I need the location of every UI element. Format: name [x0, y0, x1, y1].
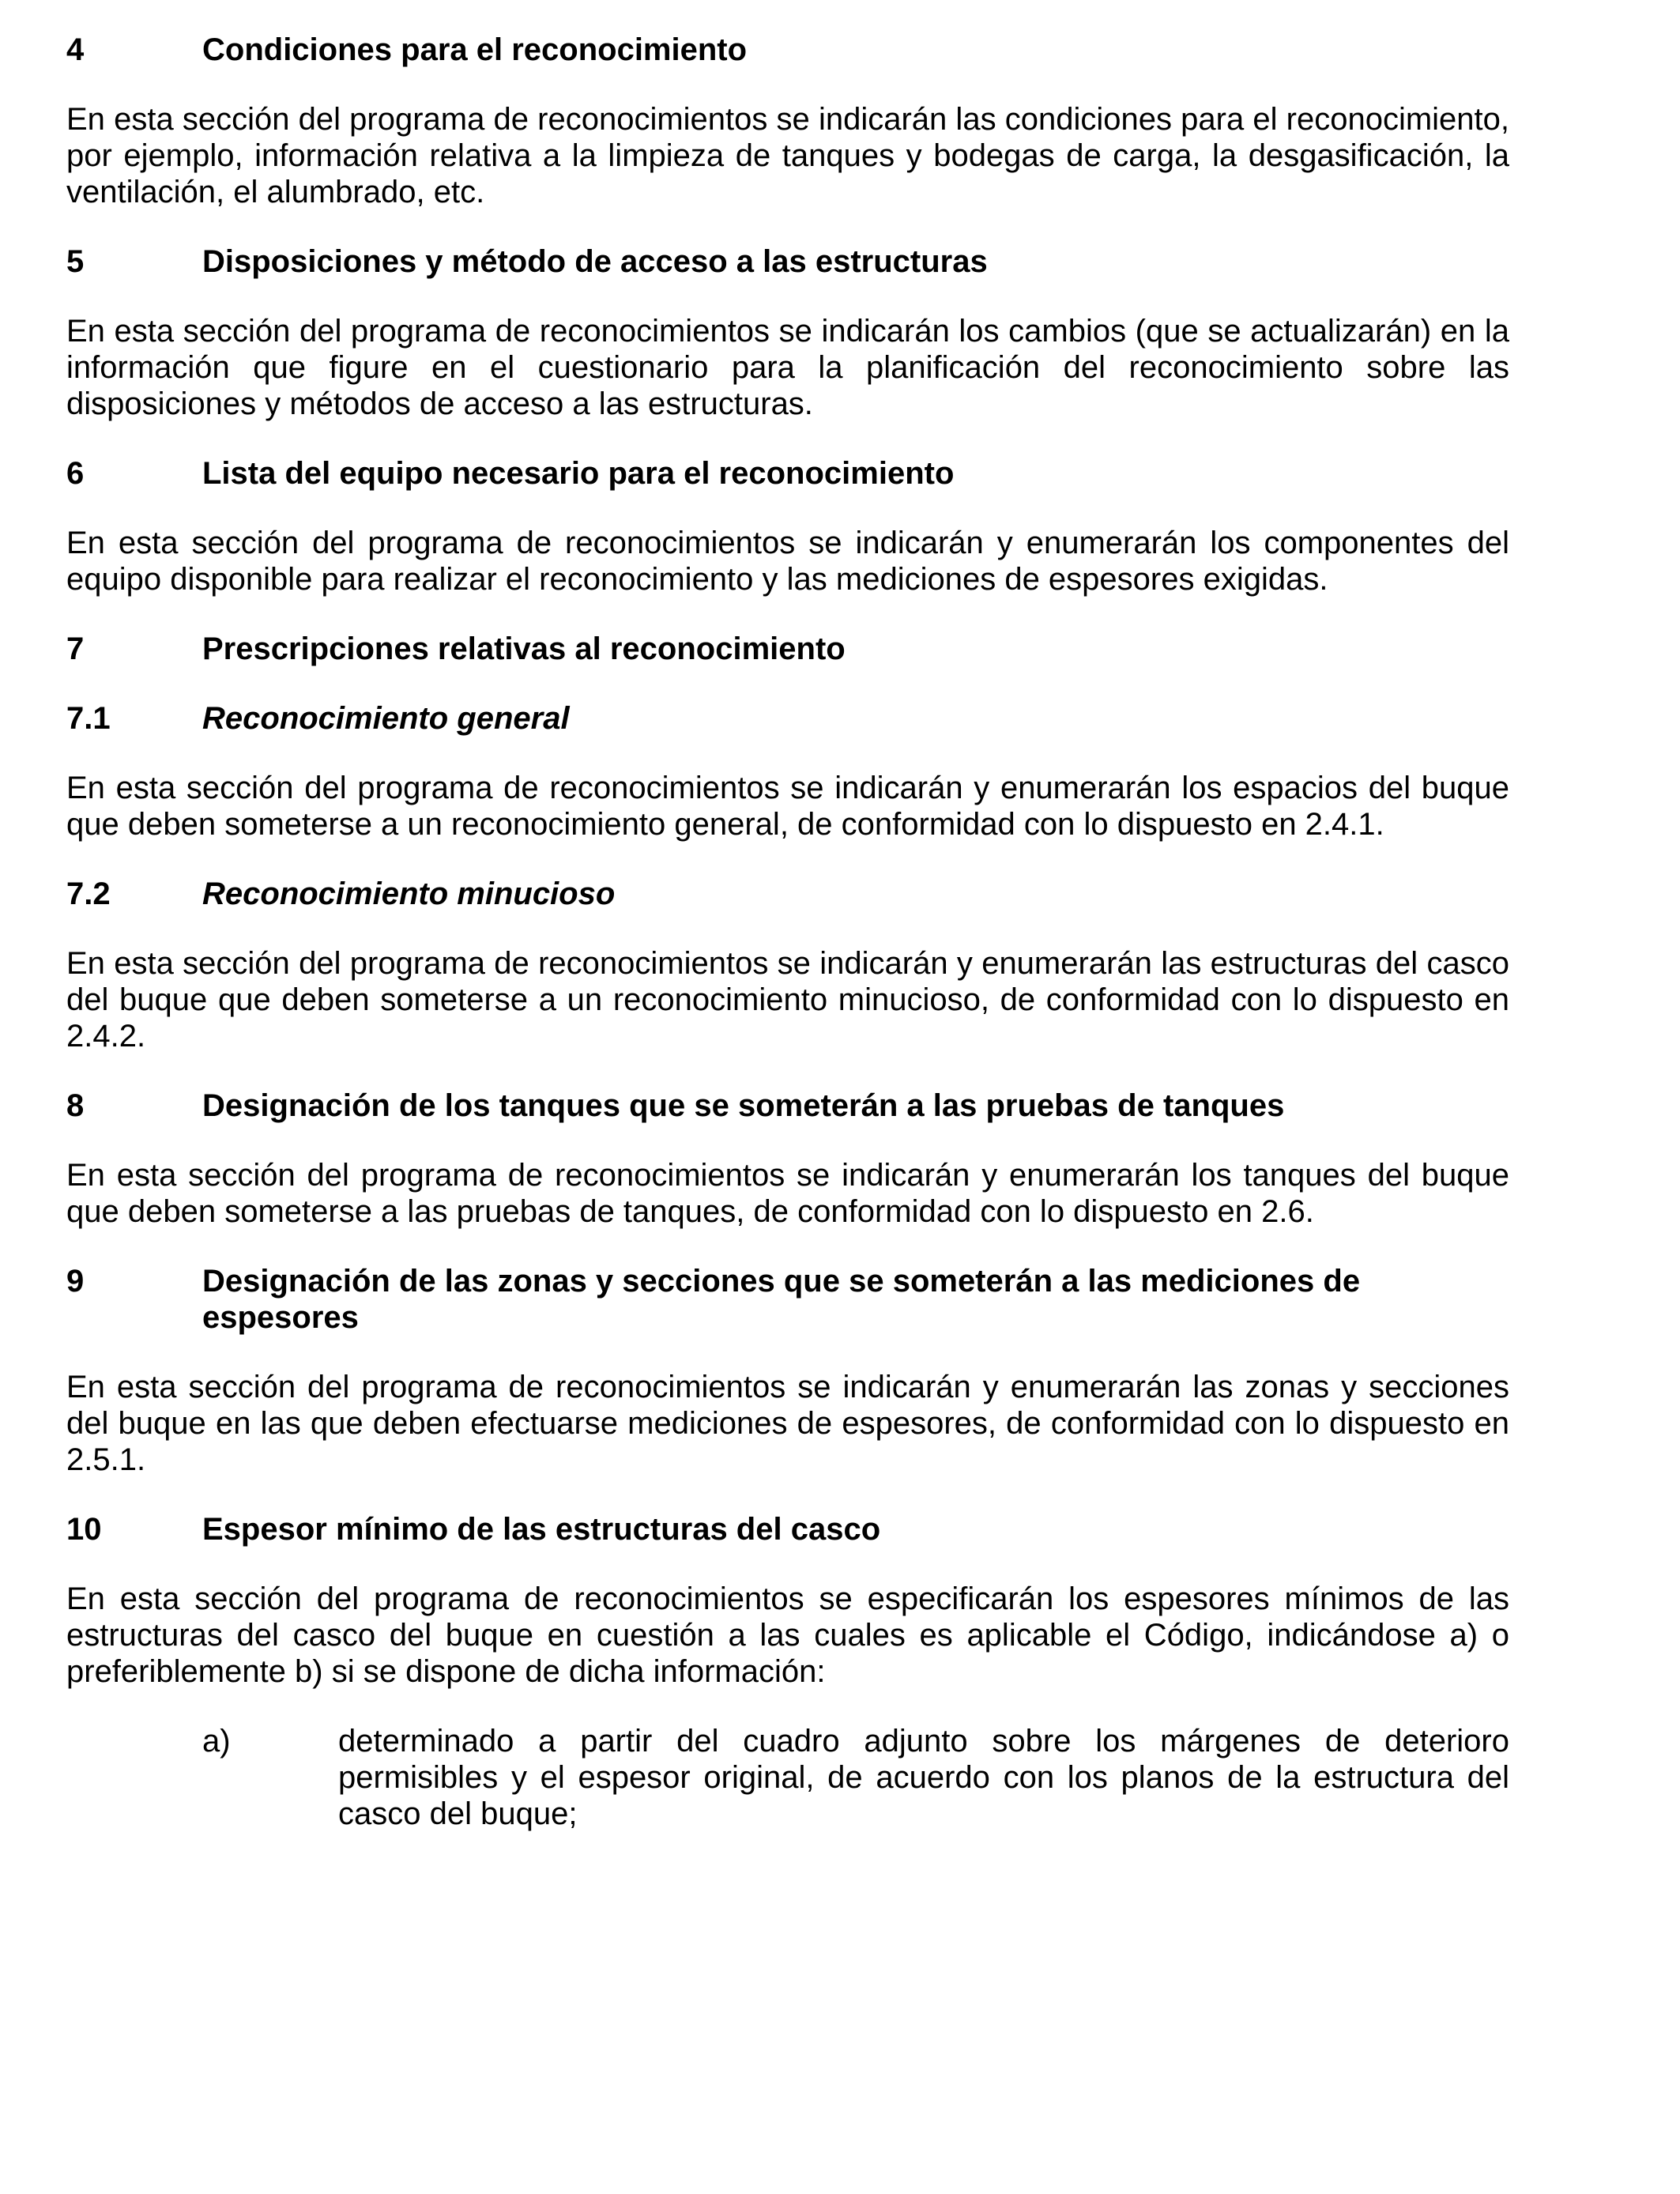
section-number: 4 — [66, 32, 85, 67]
list-item-text: determinado a partir del cuadro adjunto sobre los márgenes de deterioro permisibles y el espesor original, de acuerdo con los planos de la estructura del casco del buque; — [338, 1724, 1509, 1831]
section-paragraph: En esta sección del programa de reconocimientos se especificarán los espesores mínimos de las estructuras del casco del buque en cuestión a las cuales es aplicable el Código, indicándose a) o preferiblemente b) si se dispone de dicha información: — [66, 1581, 1509, 1689]
section-heading — [66, 631, 1509, 667]
section-heading — [66, 1511, 1509, 1547]
section-paragraph: En esta sección del programa de reconocimientos se indicarán y enumerarán las estructuras del casco del buque que deben someterse a un reconocimiento minucioso, de conformidad con lo dispuesto en 2.4.2. — [66, 946, 1509, 1054]
list-item-marker: a) — [202, 1724, 231, 1759]
subsection-number: 7.1 — [66, 701, 111, 736]
section-title: Disposiciones y método de acceso a las estructuras — [202, 244, 988, 279]
section-heading — [66, 455, 1509, 492]
section-paragraph: En esta sección del programa de reconocimientos se indicarán y enumerarán los componentes del equipo disponible para realizar el reconocimiento y las mediciones de espesores exigidas. — [66, 526, 1509, 597]
section-paragraph: En esta sección del programa de reconocimientos se indicarán los cambios (que se actualizarán) en la información que figure en el cuestionario para la planificación del reconocimiento sobre las disposiciones y métodos de acceso a las estructuras. — [66, 314, 1509, 421]
section-title: Prescripciones relativas al reconocimiento — [202, 631, 846, 666]
section-heading — [66, 243, 1509, 280]
section-paragraph: En esta sección del programa de reconocimientos se indicarán y enumerarán los tanques del buque que deben someterse a las pruebas de tanques, de conformidad con lo dispuesto en 2.6. — [66, 1158, 1509, 1229]
section-heading — [66, 1263, 1509, 1336]
section-number: 5 — [66, 244, 85, 279]
section-number: 6 — [66, 456, 85, 491]
section-paragraph: En esta sección del programa de reconocimientos se indicarán y enumerarán las zonas y secciones del buque en las que deben efectuarse mediciones de espesores, de conformidad con lo dispuesto en 2.5.1. — [66, 1370, 1509, 1477]
section-title: Condiciones para el reconocimiento — [202, 32, 748, 67]
list-item — [202, 1723, 1509, 1832]
section-title: Lista del equipo necesario para el reconocimiento — [202, 456, 955, 491]
section-title: Designación de los tanques que se someterán a las pruebas de tanques — [202, 1088, 1285, 1123]
document-page — [66, 32, 1509, 1832]
subsection-title: Reconocimiento minucioso — [202, 876, 616, 911]
section-number: 9 — [66, 1264, 85, 1299]
section-number: 10 — [66, 1512, 102, 1547]
subsection-title: Reconocimiento general — [202, 701, 570, 736]
section-number: 8 — [66, 1088, 85, 1123]
section-paragraph: En esta sección del programa de reconocimientos se indicarán y enumerarán los espacios del buque que deben someterse a un reconocimiento general, de conformidad con lo dispuesto en 2.4.1. — [66, 771, 1509, 842]
subsection-number: 7.2 — [66, 876, 111, 911]
section-heading — [66, 32, 1509, 68]
section-number: 7 — [66, 631, 85, 666]
section-paragraph: En esta sección del programa de reconocimientos se indicarán las condiciones para el reconocimiento, por ejemplo, información relativa a la limpieza de tanques y bodegas de carga, la desgasificación, la ventilación, el alumbrado, etc. — [66, 102, 1509, 209]
subsection-heading — [66, 876, 1509, 912]
section-title: Designación de las zonas y secciones que se someterán a las mediciones de espesores — [202, 1264, 1361, 1335]
section-heading — [66, 1088, 1509, 1124]
subsection-heading — [66, 700, 1509, 737]
section-title: Espesor mínimo de las estructuras del casco — [202, 1512, 881, 1547]
